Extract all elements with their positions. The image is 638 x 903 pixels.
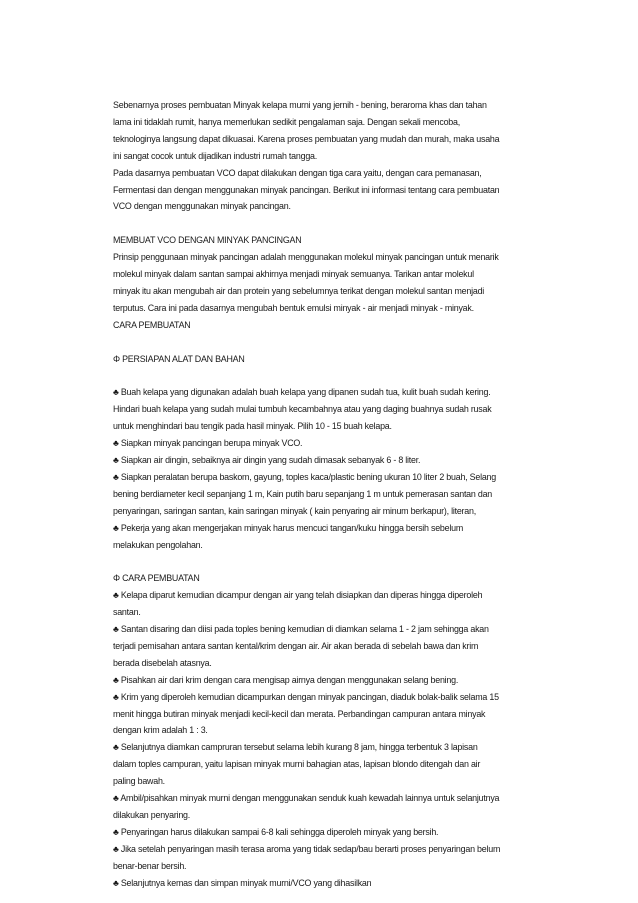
- text-line: ♣ Siapkan minyak pancingan berupa minyak VCO.: [113, 438, 303, 449]
- text-line: dalam toples campuran, yaitu lapisan minyak murni bahagian atas, lapisan blondo ditengah dan air: [113, 759, 481, 770]
- text-line: terjadi pemisahan antara santan kental/krim dengan air. Air akan berada di sebelah bawa dan krim: [113, 640, 479, 651]
- text-line: ♣ Buah kelapa yang digunakan adalah buah kelapa yang dipanen sudah tua, kulit buah sudah kering.: [113, 387, 491, 398]
- text-line: MEMBUAT VCO DENGAN MINYAK PANCINGAN: [113, 235, 302, 246]
- text-line: molekul minyak dalam santan sampai akhirnya menjadi minyak semuanya. Tarikan antar molekul: [113, 269, 474, 280]
- text-line: ♣ Pekerja yang akan mengerjakan minyak harus mencuci tangan/kuku hingga bersih sebelum: [113, 522, 464, 533]
- text-line: dengan krim adalah 1 : 3.: [113, 725, 208, 736]
- text-line: melakukan pengolahan.: [113, 539, 203, 550]
- paragraph-gap: [113, 334, 565, 351]
- text-line: VCO dengan menggunakan minyak pancingan.: [113, 201, 291, 212]
- text-line: Sebenarnya proses pembuatan Minyak kelapa murni yang jernih - bening, beraroma khas dan tahan: [113, 100, 487, 110]
- text-line: benar-benar bersih.: [113, 860, 187, 871]
- text-line: ♣ Kelapa diparut kemudian dicampur dengan air yang telah disiapkan dan diperas hingga diperoleh: [113, 590, 483, 601]
- text-line: teknologinya langsung dapat dikuasai. Karena proses pembuatan yang mudah dan murah, maka usaha: [113, 133, 500, 144]
- text-line: ♣ Penyaringan harus dilakukan sampai 6-8 kali sehingga diperoleh minyak yang bersih.: [113, 826, 439, 837]
- text-line: ♣ Selanjutnya diamkan campruran tersebut selama lebih kurang 8 jam, hingga terbentuk 3 lapisan: [113, 742, 478, 753]
- paragraph-gap: [113, 553, 565, 570]
- text-line: ini sangat cocok untuk dijadikan industri rumah tangga.: [113, 150, 317, 161]
- text-line: untuk menghindari bau tengik pada hasil minyak. Pilih 10 - 15 buah kelapa.: [113, 421, 392, 432]
- section-cara-pembuatan: [113, 570, 565, 891]
- text-line: ♣ Ambil/pisahkan minyak murni dengan menggunakan senduk kuah kewadah lainnya untuk selanjutnya: [113, 793, 500, 804]
- intro-paragraph: [113, 97, 565, 215]
- text-line: Pada dasarnya pembuatan VCO dapat dilakukan dengan tiga cara yaitu, dengan cara pemanasan,: [113, 167, 482, 178]
- section-minyak-pancingan: [113, 232, 565, 333]
- text-line: Fermentasi dan dengan menggunakan minyak pancingan. Berikut ini informasi tentang cara pembuatan: [113, 184, 500, 195]
- text-line: berada disebelah atasnya.: [113, 657, 212, 668]
- text-line: santan.: [113, 607, 141, 618]
- text-line: Prinsip penggunaan minyak pancingan adalah menggunakan molekul minyak pancingan untuk menarik: [113, 252, 499, 263]
- text-line: ♣ Pisahkan air dari krim dengan cara mengisap airnya dengan menggunakan selang bening.: [113, 674, 459, 685]
- text-line: lama ini tidaklah rumit, hanya memerlukan sedikit pengalaman saja. Dengan sekali mencoba,: [113, 116, 460, 127]
- text-line: minyak itu akan mengubah air dan protein yang sebelumnya terikat dengan molekul santan menjadi: [113, 285, 485, 296]
- text-line: Φ CARA PEMBUATAN: [113, 573, 200, 584]
- text-line: ♣ Siapkan air dingin, sebaiknya air dingin yang sudah dimasak sebanyak 6 - 8 liter.: [113, 454, 421, 465]
- text-line: ♣ Selanjutnya kemas dan simpan minyak murni/VCO yang dihasilkan: [113, 877, 372, 888]
- text-line: bening berdiameter kecil sepanjang 1 m, Kain putih baru sepanjang 1 m untuk pemerasan santan dan: [113, 488, 493, 499]
- text-line: paling bawah.: [113, 776, 165, 787]
- text-line: penyaringan, saringan santan, kain saringan minyak ( kain penyaring air minum berkapur), literan,: [113, 505, 476, 516]
- text-line: Hindari buah kelapa yang sudah mulai tumbuh kecambahnya atau yang daging buahnya sudah rusak: [113, 404, 492, 415]
- paragraph-gap: [113, 367, 565, 384]
- section-persiapan-list: [113, 384, 565, 553]
- document-page: [113, 97, 565, 892]
- text-line: dilakukan penyaring.: [113, 810, 191, 820]
- text-line: ♣ Jika setelah penyaringan masih terasa aroma yang tidak sedap/bau berarti proses penyaringan belum: [113, 843, 501, 854]
- text-line: terputus. Cara ini pada dasarnya mengubah bentuk emulsi minyak - air menjadi minyak - minyak.: [113, 302, 474, 313]
- text-line: ♣ Krim yang diperoleh kemudian dicampurkan dengan minyak pancingan, diaduk bolak-balik selama 15: [113, 691, 499, 702]
- text-line: CARA PEMBUATAN: [113, 319, 191, 330]
- section-persiapan-heading: [113, 351, 565, 368]
- text-line: ♣ Siapkan peralatan berupa baskom, gayung, toples kaca/plastic bening ukuran 10 liter 2 buah, Selang: [113, 471, 496, 482]
- paragraph-gap: [113, 215, 565, 232]
- text-line: menit hingga butiran minyak menjadi kecil-kecil dan merata. Perbandingan campuran antara minyak: [113, 708, 486, 719]
- text-line: ♣ Santan disaring dan diisi pada toples bening kemudian di diamkan selama 1 - 2 jam sehingga akan: [113, 624, 489, 635]
- text-line: Φ PERSIAPAN ALAT DAN BAHAN: [113, 353, 245, 364]
